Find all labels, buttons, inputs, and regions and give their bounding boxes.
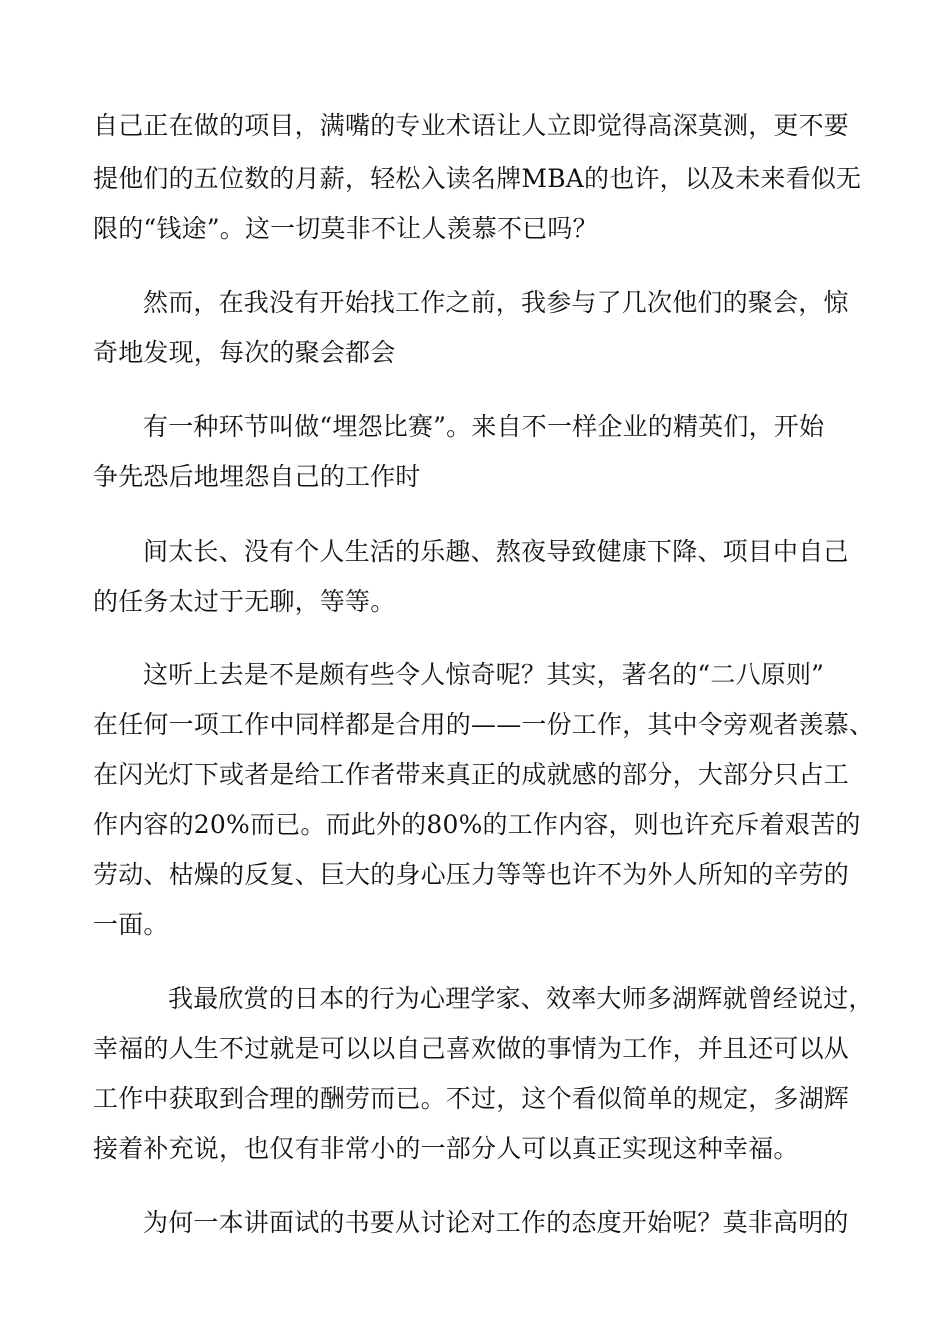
paragraph-1-line-2: 提他们的五位数的月薪，轻松入读名牌MBA的也许，以及未来看似无 bbox=[93, 164, 862, 193]
paragraph-7-line-1: 为何一本讲面试的书要从讨论对工作的态度开始呢？莫非高明的 bbox=[143, 1208, 849, 1237]
paragraph-3-line-1: 有一种环节叫做“埋怨比赛”。来自不一样企业的精英们，开始 bbox=[143, 412, 825, 441]
paragraph-6-line-4: 接着补充说，也仅有非常小的一部分人可以真正实现这种幸福。 bbox=[93, 1134, 799, 1163]
paragraph-5-line-1: 这听上去是不是颇有些令人惊奇呢？其实，著名的“二八原则” bbox=[143, 660, 825, 689]
paragraph-1-line-1: 自己正在做的项目，满嘴的专业术语让人立即觉得高深莫测，更不要 bbox=[93, 111, 850, 140]
paragraph-6-line-1: 我最欣赏的日本的行为心理学家、效率大师多湖辉就曾经说过， bbox=[168, 984, 874, 1013]
paragraph-6-line-2: 幸福的人生不过就是可以以自己喜欢做的事情为工作，并且还可以从 bbox=[93, 1034, 850, 1063]
paragraph-5-line-6: 一面。 bbox=[93, 910, 169, 939]
paragraph-6-line-3: 工作中获取到合理的酬劳而已。不过，这个看似简单的规定，多湖辉 bbox=[93, 1084, 850, 1113]
paragraph-3-line-2: 争先恐后地埋怨自己的工作时 bbox=[93, 462, 421, 491]
paragraph-1-line-3: 限的“钱途”。这一切莫非不让人羡慕不已吗？ bbox=[93, 214, 598, 243]
paragraph-4-line-1: 间太长、没有个人生活的乐趣、熬夜导致健康下降、项目中自己 bbox=[143, 537, 849, 566]
paragraph-5-line-4: 作内容的20%而已。而此外的80%的工作内容，则也许充斥着艰苦的 bbox=[93, 810, 861, 839]
paragraph-2-line-1: 然而，在我没有开始找工作之前，我参与了几次他们的聚会，惊 bbox=[143, 288, 849, 317]
paragraph-2-line-2: 奇地发现，每次的聚会都会 bbox=[93, 338, 396, 367]
paragraph-5-line-3: 在闪光灯下或者是给工作者带来真正的成就感的部分，大部分只占工 bbox=[93, 760, 850, 789]
paragraph-5-line-2: 在任何一项工作中同样都是合用的——一份工作，其中令旁观者羡慕、 bbox=[93, 710, 875, 739]
paragraph-4-line-2: 的任务太过于无聊，等等。 bbox=[93, 587, 396, 616]
paragraph-5-line-5: 劳动、枯燥的反复、巨大的身心压力等等也许不为外人所知的辛劳的 bbox=[93, 860, 850, 889]
